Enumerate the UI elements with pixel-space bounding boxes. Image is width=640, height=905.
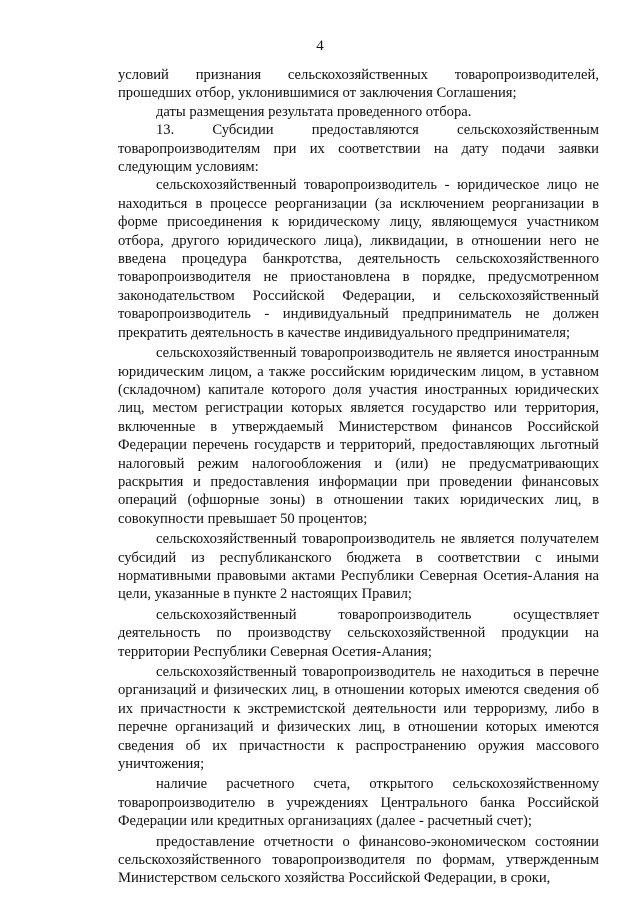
page-number: 4 — [316, 38, 324, 54]
paragraph-dates-publication: даты размещения результата проведенного отбора. — [156, 103, 472, 120]
paragraph-bank-account: наличие расчетного счета, открытого сельскохозяйственному товаропроизводителю в учреждениях Центрального банка Российской Федерации или кредитных организациях (далее - расчетный счет); — [118, 776, 599, 830]
paragraph-reporting: предоставление отчетности о финансово-экономическом состоянии сельскохозяйственного товаропроизводителя по формам, утвержденным Министерством сельского хозяйства Российской Федерации, в сроки, — [118, 833, 599, 887]
paragraph-reorganization: сельскохозяйственный товаропроизводитель - юридическое лицо не находиться в процессе реорганизации (за исключением реорганизации в форме присоединения к юридическому лицу, являющемуся участником отбора, другого юридического лица), ликвидации, в отношении него не введена процедура банкротства, деятельность сельскохозяйственного товаропроизводителя не приостановлена в порядке, предусмотренном законодательством Российской Федерации, и сельскохозяйственный товаропроизводитель - индивидуальный предприниматель не должен прекратить деятельность в качестве индивидуального предпринимателя; — [118, 177, 599, 341]
document-body — [118, 66, 599, 888]
paragraph-extremism-list: сельскохозяйственный товаропроизводитель не находиться в перечне организаций и физических лиц, в отношении которых имеются сведения об их причастности к экстремистской деятельности или терроризму, либо в перечне организаций и физических лиц, в отношении которых имеются сведения об их причастности к распространению оружия массового уничтожения; — [118, 664, 599, 773]
paragraph-activity: сельскохозяйственный товаропроизводитель осуществляет деятельность по производству сельскохозяйственной продукции на территории Республики Северная Осетия-Алания; — [118, 606, 599, 660]
paragraph-foreign-entity: сельскохозяйственный товаропроизводитель не является иностранным юридическим лицом, а также российским юридическим лицом, в уставном (складочном) капитале которого доля участия иностранных юридических лиц, местом регистрации которых является государство или территория, включенные в утверждаемый Министерством финансов Российской Федерации перечень государств и территорий, предоставляющих льготный налоговый режим налогообложения и (или) не предусматривающих раскрытия и предоставления информации при проведении финансовых операций (офшорные зоны) в отношении таких юридических лиц, в совокупности превышает 50 процентов; — [118, 345, 599, 527]
paragraph-other-subsidies: сельскохозяйственный товаропроизводитель не является получателем субсидий из республиканского бюджета в соответствии с иными нормативными правовыми актами Республики Северная Осетия-Алания на цели, указанные в пункте 2 настоящих Правил; — [118, 531, 599, 603]
paragraph-item-13: 13. Субсидии предоставляются сельскохозяйственным товаропроизводителям при их соответствии на дату подачи заявки следующим условиям: — [118, 122, 599, 176]
paragraph-conditions-recognition: условий признания сельскохозяйственных товаропроизводителей, прошедших отбор, уклонившимися от заключения Соглашения; — [118, 67, 599, 102]
